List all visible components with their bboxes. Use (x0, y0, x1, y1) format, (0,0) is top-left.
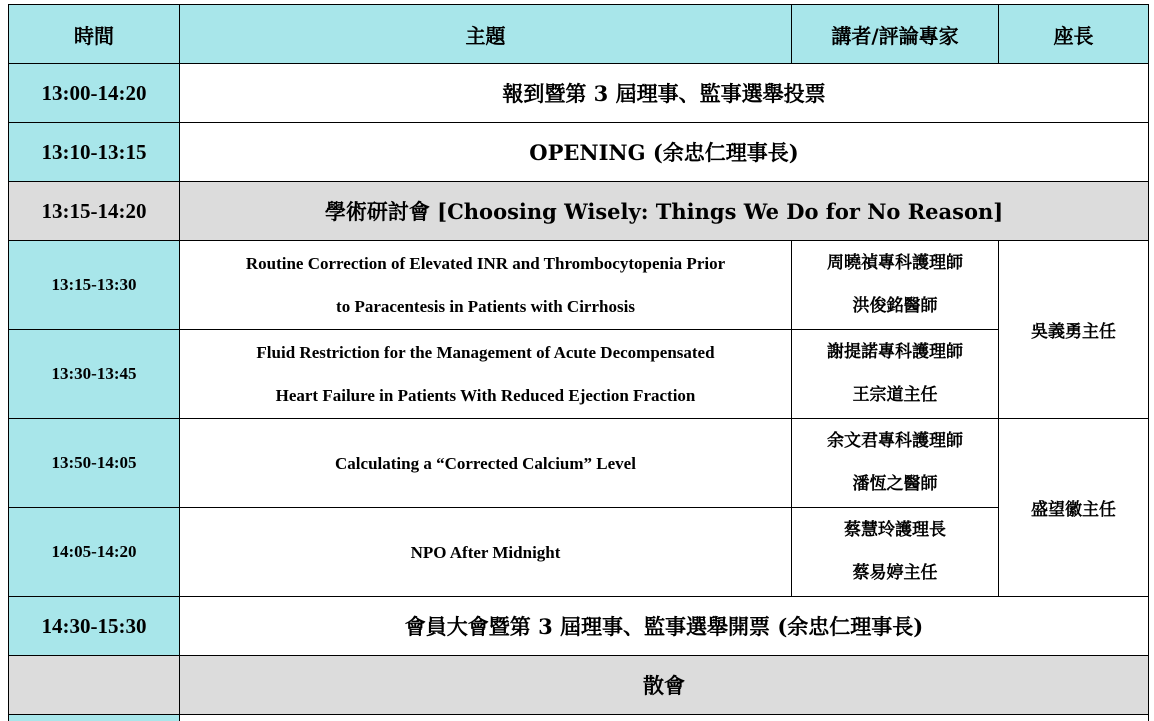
session-cell (180, 715, 1149, 721)
time-cell: 13:00-14:20 (9, 64, 180, 123)
topic-line: to Paracentesis in Patients with Cirrhosis (180, 285, 791, 328)
time-cell: 13:50-14:05 (9, 419, 180, 508)
table-row (9, 597, 1149, 656)
header-time: 時間 (9, 5, 180, 64)
table-row (9, 64, 1149, 123)
session-cell: OPENING (余忠仁理事長) (180, 123, 1149, 182)
speaker-name: 王宗道主任 (792, 374, 998, 417)
speaker-name: 余文君專科護理師 (792, 420, 998, 463)
speaker-name: 潘恆之醫師 (792, 463, 998, 506)
header-topic: 主題 (180, 5, 792, 64)
time-cell (9, 656, 180, 715)
time-cell: 14:05-14:20 (9, 508, 180, 597)
speaker-cell (792, 241, 999, 330)
time-cell: 13:10-13:15 (9, 123, 180, 182)
speaker-cell (792, 419, 999, 508)
session-cell: 報到暨第 3 屆理事、監事選舉投票 (180, 64, 1149, 123)
speaker-name: 洪俊銘醫師 (792, 285, 998, 328)
table-row-partial (9, 715, 1149, 721)
speaker-cell (792, 508, 999, 597)
talk-topic-cell (180, 330, 792, 419)
session-cell: 散會 (180, 656, 1149, 715)
time-cell: 13:15-14:20 (9, 182, 180, 241)
table-row (9, 508, 1149, 597)
header-chair: 座長 (999, 5, 1149, 64)
session-cell: 會員大會暨第 3 屆理事、監事選舉開票 (余忠仁理事長) (180, 597, 1149, 656)
topic-line: Calculating a “Corrected Calcium” Level (180, 442, 791, 485)
header-speaker: 講者/評論專家 (792, 5, 999, 64)
topic-line: Heart Failure in Patients With Reduced Ejection Fraction (180, 374, 791, 417)
table-row (9, 419, 1149, 508)
speaker-cell (792, 330, 999, 419)
speaker-name: 謝提諾專科護理師 (792, 331, 998, 374)
table-row (9, 330, 1149, 419)
header-row (9, 5, 1149, 64)
time-cell (9, 715, 180, 721)
session-cell: 學術研討會 [Choosing Wisely: Things We Do for No Reason] (180, 182, 1149, 241)
speaker-name: 蔡易婷主任 (792, 552, 998, 595)
table-row (9, 123, 1149, 182)
table-row (9, 182, 1149, 241)
time-cell: 13:30-13:45 (9, 330, 180, 419)
time-cell: 14:30-15:30 (9, 597, 180, 656)
topic-line: Fluid Restriction for the Management of Acute Decompensated (180, 331, 791, 374)
agenda-table (8, 4, 1149, 721)
talk-topic-cell (180, 419, 792, 508)
talk-topic-cell (180, 241, 792, 330)
chair-cell: 吳義勇主任 (999, 241, 1149, 419)
table-row (9, 241, 1149, 330)
topic-line: NPO After Midnight (180, 531, 791, 574)
agenda-sheet (8, 4, 1148, 721)
topic-line: Routine Correction of Elevated INR and Thrombocytopenia Prior (180, 242, 791, 285)
speaker-name: 周曉禎專科護理師 (792, 242, 998, 285)
table-row (9, 656, 1149, 715)
speaker-name: 蔡慧玲護理長 (792, 509, 998, 552)
talk-topic-cell (180, 508, 792, 597)
chair-cell: 盛望徽主任 (999, 419, 1149, 597)
time-cell: 13:15-13:30 (9, 241, 180, 330)
